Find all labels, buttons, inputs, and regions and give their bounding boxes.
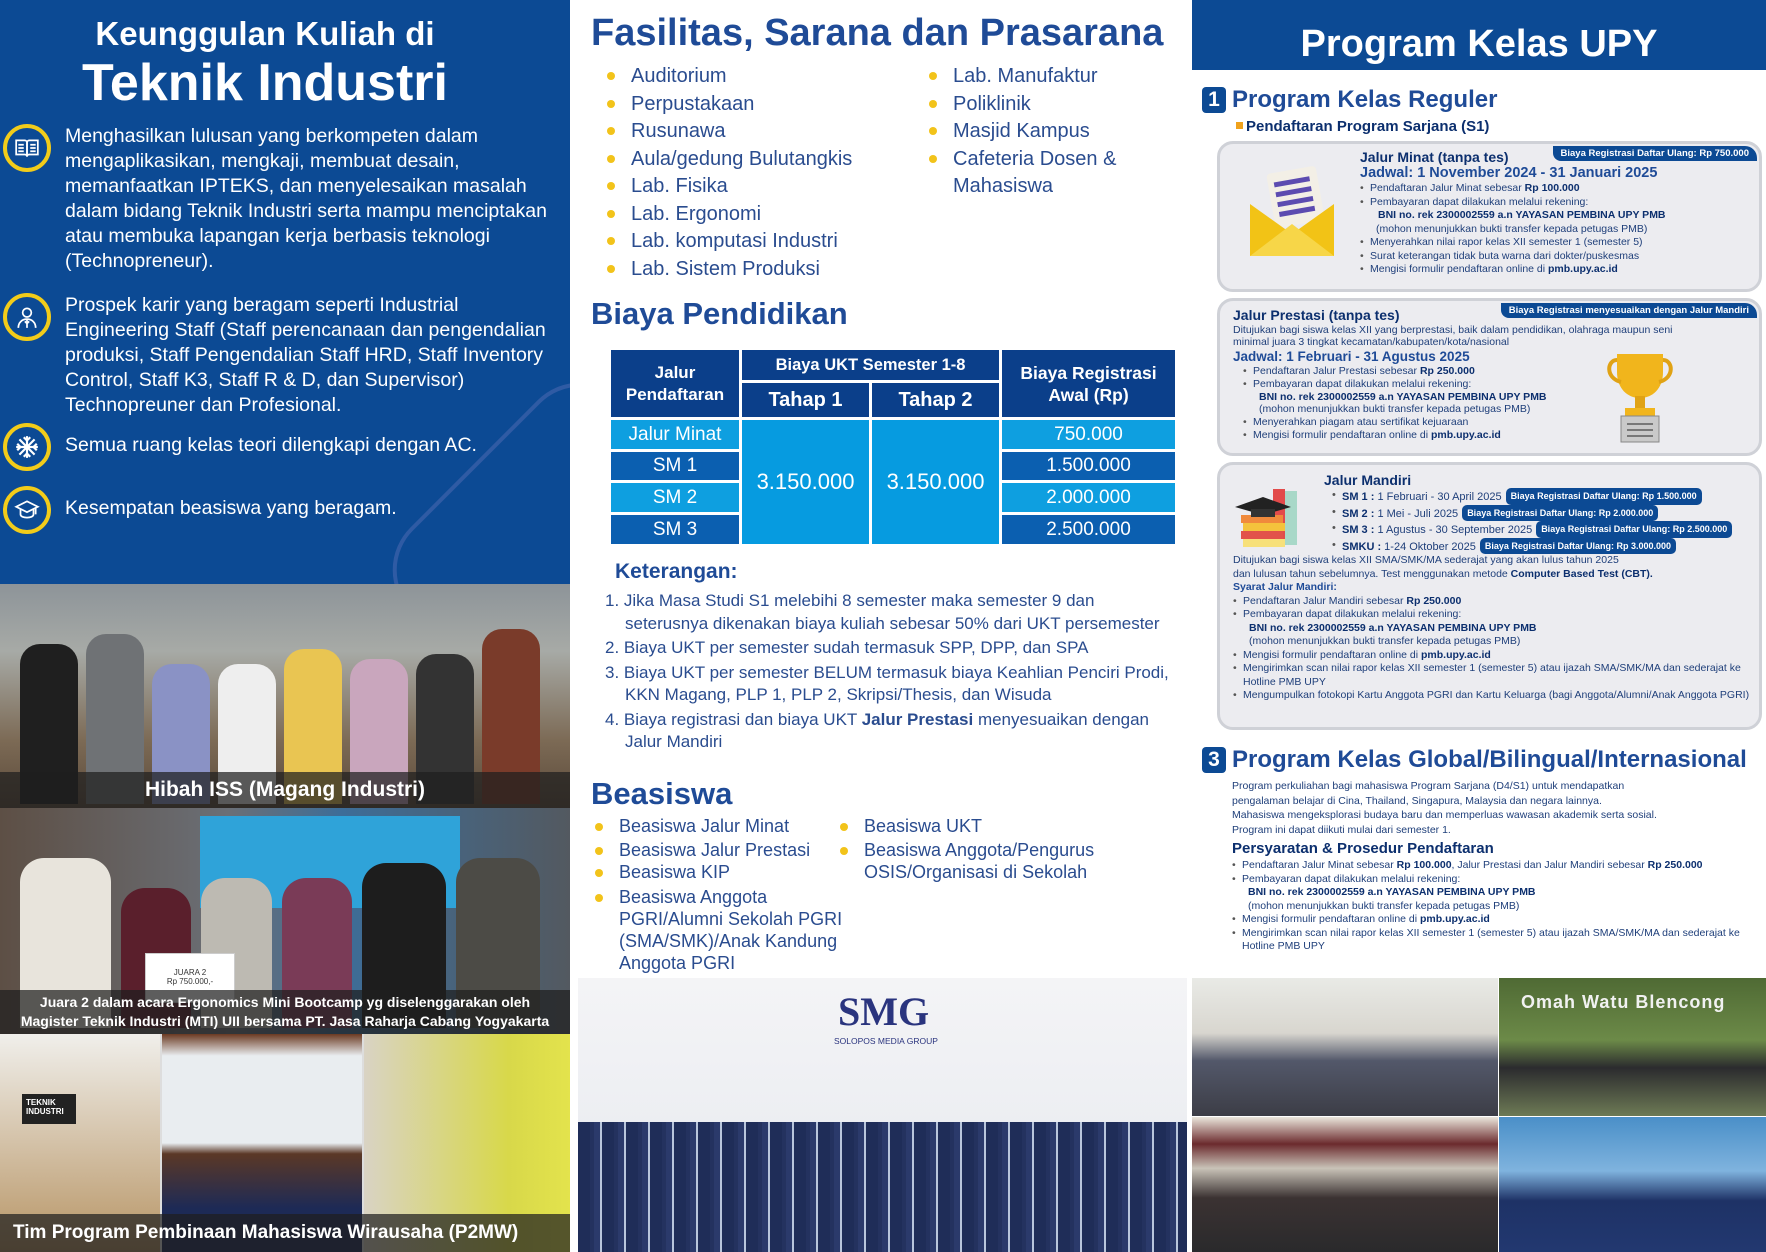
section-3-heading bbox=[1202, 746, 1747, 774]
facility-item: Perpustakaan bbox=[605, 91, 905, 119]
scholarship-list-1 bbox=[593, 815, 848, 974]
feature-text: Prospek karir yang beragam seperti Industrial Engineering Staff (Staff perencanaan dan pengendalian produksi, Staff Pengendalian Staff HRD, Staff Inventory Control, Staff K3, Staff R & D, dan Supervisor) Technopreuner dan Profesional. bbox=[65, 294, 546, 416]
card-jalur-prestasi bbox=[1217, 298, 1762, 456]
section-number: 3 bbox=[1202, 747, 1226, 773]
req-item: • Mengisi formulir pendaftaran online di pmb.upy.ac.id bbox=[1360, 263, 1755, 277]
photo-caption: Hibah ISS (Magang Industri) bbox=[0, 772, 570, 808]
cell-registrasi: 750.000 bbox=[1002, 420, 1175, 449]
global-requirements bbox=[1232, 859, 1762, 954]
certificate-title: JUARA 2 bbox=[173, 968, 207, 977]
scholarship-item: Beasiswa KIP bbox=[593, 861, 848, 883]
facility-item: Aula/gedung Bulutangkis bbox=[605, 146, 905, 174]
envelope-icon bbox=[1242, 164, 1342, 264]
cell-registrasi: 1.500.000 bbox=[1002, 452, 1175, 480]
minat-requirements bbox=[1360, 182, 1755, 277]
wave-badge: Biaya Registrasi Daftar Ulang: Rp 3.000.000 bbox=[1480, 538, 1676, 555]
scholarship-item: Beasiswa Anggota PGRI/Alumni Sekolah PGRI (SMA/SMK)/Anak Kandung Anggota PGRI bbox=[593, 886, 848, 974]
cell-jalur: SM 3 bbox=[611, 515, 739, 544]
req-item: • Mengisi formulir pendaftaran online di pmb.upy.ac.id bbox=[1232, 913, 1762, 927]
middle-panel bbox=[575, 0, 1190, 1252]
mandiri-title: Jalur Mandiri bbox=[1324, 472, 1412, 488]
req-item: • Mengirimkan scan nilai rapor kelas XII semester 1 (semester 5) atau ijazah SMA/SMK/MA dan sederajat ke Hotline PMB UPY bbox=[1233, 662, 1758, 689]
square-bullet-icon bbox=[1236, 122, 1243, 129]
feature-text: Kesempatan beasiswa yang beragam. bbox=[65, 497, 397, 519]
req-item: • Mengumpulkan fotokopi Kartu Anggota PGRI dan Kartu Keluarga (bagi Anggota/Alumni/Anak Anggota PGRI) bbox=[1233, 689, 1758, 703]
section-title: Program Kelas Global/Bilingual/Internasional bbox=[1232, 746, 1747, 773]
photo-p2mw bbox=[0, 1034, 570, 1252]
prestasi-content bbox=[1233, 307, 1753, 442]
cell-registrasi: 2.000.000 bbox=[1002, 483, 1175, 512]
sign-text: Omah Watu Blencong bbox=[1521, 992, 1726, 1012]
caption-line2: Magister Teknik Industri (MTI) UII bersama PT. Jasa Raharja Cabang Yogyakarta bbox=[20, 1013, 550, 1029]
scholarship-item: Beasiswa Jalur Prestasi bbox=[593, 839, 848, 861]
photo-internship bbox=[0, 584, 570, 808]
section-title: Program Kelas Reguler bbox=[1232, 86, 1498, 113]
feature-text: Semua ruang kelas teori dilengkapi dengan AC. bbox=[65, 434, 477, 456]
global-desc: Program ini dapat diikuti mulai dari semester 1. bbox=[1232, 823, 1451, 836]
facility-item: Lab. komputasi Industri bbox=[605, 228, 905, 256]
facility-item: Lab. Ergonomi bbox=[605, 201, 905, 229]
mandiri-desc1: Ditujukan bagi siswa kelas XII SMA/SMK/MA sederajat yang akan lulus tahun 2025 bbox=[1233, 554, 1619, 566]
scholarship-item: Beasiswa Jalur Minat bbox=[593, 815, 848, 837]
req-item: • Pendaftaran Jalur Minat sebesar Rp 100.000 bbox=[1360, 182, 1755, 196]
notes-title: Keterangan: bbox=[615, 560, 738, 583]
req-item: • Mengisi formulir pendaftaran online di pmb.upy.ac.id bbox=[1233, 649, 1758, 663]
wave-item: • SM 2 : 1 Mei - Juli 2025 Biaya Registrasi Daftar Ulang: Rp 2.000.000 bbox=[1332, 505, 1764, 522]
facility-item: Rusunawa bbox=[605, 118, 905, 146]
photo-group-people bbox=[578, 1122, 1187, 1252]
header-registrasi: Biaya Registrasi Awal (Rp) bbox=[1002, 350, 1175, 417]
cell-registrasi: 2.500.000 bbox=[1002, 515, 1175, 544]
program-banner: Program Kelas UPY bbox=[1192, 0, 1766, 70]
banner-text: TEKNIK INDUSTRI bbox=[22, 1094, 76, 1124]
feature-item bbox=[0, 124, 560, 274]
req-item: • Menyerahkan nilai rapor kelas XII semester 1 (semester 5) bbox=[1360, 236, 1755, 250]
cell-jalur: SM 2 bbox=[611, 483, 739, 512]
section-1-heading bbox=[1202, 86, 1497, 114]
note-bold: Jalur Prestasi bbox=[861, 709, 974, 729]
mandiri-wave-list bbox=[1332, 488, 1764, 554]
req-item: • Mengisi formulir pendaftaran online di pmb.upy.ac.id bbox=[1243, 429, 1753, 442]
caption-line1: Juara 2 dalam acara Ergonomics Mini Bootcamp yg diselenggarakan oleh bbox=[39, 994, 531, 1010]
note-item: 3. Biaya UKT per semester BELUM termasuk biaya Keahlian Penciri Prodi, KKN Magang, PLP 1, PLP 2, Skripsi/Thesis, dan Wisuda bbox=[605, 662, 1169, 704]
minat-title: Jalur Minat (tanpa tes) bbox=[1360, 149, 1509, 165]
global-content bbox=[1232, 779, 1762, 954]
mandiri-desc2: dan lulusan tahun sebelumnya. Test menggunakan metode Computer Based Test (CBT). bbox=[1233, 567, 1653, 580]
note-item: 1. Jika Masa Studi S1 melebihi 8 semester maka semester 9 dan seterusnya dikenakan biaya kuliah sebesar 50% dari UKT persemester bbox=[605, 591, 1160, 633]
mandiri-requirements bbox=[1233, 595, 1758, 703]
card-jalur-mandiri bbox=[1217, 462, 1762, 730]
notes-list bbox=[605, 590, 1180, 756]
table-row bbox=[611, 420, 1175, 449]
mandiri-req-title: Syarat Jalur Mandiri: bbox=[1233, 581, 1337, 593]
left-header bbox=[0, 14, 530, 112]
cell-jalur: Jalur Minat bbox=[611, 420, 739, 449]
global-desc: Mahasiswa mengeksplorasi budaya baru dan memperluas wawasan akademik serta sosial. bbox=[1232, 809, 1657, 821]
fees-title: Biaya Pendidikan bbox=[591, 296, 848, 331]
header-jalur: Jalur Pendaftaran bbox=[611, 350, 739, 417]
prestasi-desc: Ditujukan bagi siswa kelas XII yang berprestasi, baik dalam pendidikan, olahraga maupun seni minimal juara 3 tingkat kecamatan/kabupaten/kota/nasional bbox=[1233, 324, 1673, 348]
minat-schedule: Jadwal: 1 November 2024 - 31 Januari 2025 bbox=[1360, 165, 1658, 181]
facility-item: Auditorium bbox=[605, 63, 905, 91]
prestasi-title: Jalur Prestasi (tanpa tes) bbox=[1233, 307, 1400, 323]
facility-item: Lab. Fisika bbox=[605, 173, 905, 201]
photo-building bbox=[1499, 1117, 1766, 1252]
feature-item bbox=[0, 293, 560, 418]
minat-content bbox=[1360, 150, 1755, 277]
req-item: • Pembayaran dapat dilakukan melalui rekening: BNI no. rek 2300002559 a.n YAYASAN PEMBINA UPY PMB (mohon menunjukkan bukti transfer kepada petugas PMB) bbox=[1233, 608, 1758, 649]
req-item: • Mengirimkan scan nilai rapor kelas XII semester 1 (semester 5) atau ijazah SMA/SMK/MA dan sederajat ke Hotline PMB UPY bbox=[1232, 927, 1762, 954]
right-panel bbox=[1192, 0, 1766, 1252]
photo-caption bbox=[0, 990, 570, 1034]
photo-ergonomics-award bbox=[0, 808, 570, 1034]
header-tahap1: Tahap 1 bbox=[742, 383, 869, 417]
global-req-title: Persyaratan & Prosedur Pendaftaran bbox=[1232, 840, 1494, 857]
prestasi-schedule: Jadwal: 1 Februari - 31 Agustus 2025 bbox=[1233, 349, 1470, 364]
wave-badge: Biaya Registrasi Daftar Ulang: Rp 2.000.000 bbox=[1462, 505, 1658, 522]
wave-item: • SMKU : 1-24 Oktober 2025 Biaya Registrasi Daftar Ulang: Rp 3.000.000 bbox=[1332, 538, 1764, 555]
feature-text: Menghasilkan lulusan yang berkompeten dalam mengaplikasikan, mengkaji, membuat desain, memanfaatkan IPTEKS, dan menyelesaikan masalah dalam bidang Teknik Industri serta mampu menciptakan atau membuka lapangan kerja berbasis teknologi (Technopreneur). bbox=[65, 125, 547, 272]
feature-item bbox=[0, 423, 560, 471]
scholarship-item: Beasiswa Anggota/Pengurus OSIS/Organisasi di Sekolah bbox=[838, 839, 1138, 883]
header-ukt: Biaya UKT Semester 1-8 bbox=[742, 350, 999, 380]
req-item: • Pendaftaran Jalur Prestasi sebesar Rp 250.000 bbox=[1243, 365, 1753, 378]
card-jalur-minat bbox=[1217, 141, 1762, 292]
book-icon bbox=[3, 124, 51, 172]
facilities-title: Fasilitas, Sarana dan Prasarana bbox=[591, 12, 1164, 54]
photo-auditorium bbox=[1192, 1117, 1498, 1252]
global-desc: Program perkuliahan bagi mahasiswa Program Sarjana (D4/S1) untuk mendapatkan bbox=[1232, 780, 1625, 792]
wave-item: • SM 1 : 1 Februari - 30 April 2025 Biaya Registrasi Daftar Ulang: Rp 1.500.000 bbox=[1332, 488, 1764, 505]
photo-outdoor bbox=[1499, 978, 1766, 1116]
facility-item: Cafeteria Dosen & Mahasiswa bbox=[927, 146, 1127, 201]
scholarship-title: Beasiswa bbox=[591, 776, 733, 811]
req-item: • Pembayaran dapat dilakukan melalui rekening: BNI no. rek 2300002559 a.n YAYASAN PEMBINA UPY PMB (mohon menunjukkan bukti transfer kepada petugas PMB) bbox=[1243, 378, 1753, 416]
note-text: menyesuaikan dengan Jalur Mandiri bbox=[625, 709, 1150, 751]
photo-smg-visit bbox=[578, 978, 1187, 1252]
mandiri-details bbox=[1233, 554, 1758, 703]
registration-badge: Biaya Registrasi menyesuaikan dengan Jalur Mandiri bbox=[1501, 303, 1757, 318]
section-1-subtitle bbox=[1236, 118, 1489, 135]
graduation-cap-icon bbox=[3, 486, 51, 534]
req-item: • Pendaftaran Jalur Minat sebesar Rp 100.000, Jalur Prestasi dan Jalur Mandiri sebesar Rp 250.000 bbox=[1232, 859, 1762, 873]
feature-item bbox=[0, 486, 560, 534]
req-item: • Pembayaran dapat dilakukan melalui rekening: BNI no. rek 2300002559 a.n YAYASAN PEMBINA UPY PMB (mohon menunjukkan bukti transfer kepada petugas PMB) bbox=[1232, 873, 1762, 914]
books-graduation-icon bbox=[1233, 485, 1313, 549]
left-title-line1: Keunggulan Kuliah di bbox=[95, 15, 435, 52]
req-item: • Surat keterangan tidak buta warna dari dokter/puskesmas bbox=[1360, 250, 1755, 264]
scholarship-item: Beasiswa UKT bbox=[838, 815, 1138, 837]
smg-logo-sub: SOLOPOS MEDIA GROUP bbox=[834, 1036, 938, 1046]
facilities-list-1 bbox=[605, 63, 905, 283]
registration-badge: Biaya Registrasi Daftar Ulang: Rp 750.000 bbox=[1553, 146, 1758, 161]
left-title-line2: Teknik Industri bbox=[82, 54, 448, 112]
header-tahap2: Tahap 2 bbox=[872, 383, 999, 417]
facilities-list-2 bbox=[927, 63, 1127, 201]
req-item: • Menyerahkan piagam atau sertifikat kejuaraan bbox=[1243, 416, 1753, 429]
facility-item: Lab. Manufaktur bbox=[927, 63, 1127, 91]
global-desc: pengalaman belajar di Cina, Thailand, Singapura, Malaysia dan negara lainnya. bbox=[1232, 794, 1602, 807]
prestasi-requirements bbox=[1243, 365, 1753, 442]
fee-table bbox=[608, 347, 1178, 547]
facility-item: Lab. Sistem Produksi bbox=[605, 256, 905, 284]
section-number: 1 bbox=[1202, 87, 1226, 113]
note-text: 4. Biaya registrasi dan biaya UKT bbox=[605, 709, 862, 729]
wave-item: • SM 3 : 1 Agustus - 30 September 2025 Biaya Registrasi Daftar Ulang: Rp 2.500.000 bbox=[1332, 521, 1764, 538]
subtitle-text: Pendaftaran Program Sarjana (S1) bbox=[1246, 118, 1490, 135]
photo-caption: Tim Program Pembinaan Mahasiswa Wirausaha (P2MW) bbox=[0, 1214, 570, 1252]
scholarship-list-2 bbox=[838, 815, 1138, 883]
note-item: 2. Biaya UKT per semester sudah termasuk SPP, DPP, dan SPA bbox=[605, 638, 1089, 657]
cell-ukt-tahap2: 3.150.000 bbox=[872, 420, 999, 544]
wave-badge: Biaya Registrasi Daftar Ulang: Rp 2.500.000 bbox=[1536, 521, 1732, 538]
note-item bbox=[605, 709, 1180, 754]
wave-badge: Biaya Registrasi Daftar Ulang: Rp 1.500.000 bbox=[1506, 488, 1702, 505]
photo-classroom bbox=[1192, 978, 1498, 1116]
facility-item: Masjid Kampus bbox=[927, 118, 1127, 146]
smg-logo: SMG bbox=[838, 989, 930, 1034]
snowflake-icon bbox=[3, 423, 51, 471]
cell-ukt-tahap1: 3.150.000 bbox=[742, 420, 869, 544]
cell-jalur: SM 1 bbox=[611, 452, 739, 480]
req-item: • Pembayaran dapat dilakukan melalui rekening: BNI no. rek 2300002559 a.n YAYASAN PEMBINA UPY PMB (mohon menunjukkan bukti transfer kepada petugas PMB) bbox=[1360, 196, 1755, 237]
mandiri-waves bbox=[1324, 473, 1764, 554]
person-icon bbox=[3, 293, 51, 341]
certificate-amount: Rp 750.000,- bbox=[166, 977, 214, 986]
facility-item: Poliklinik bbox=[927, 91, 1127, 119]
left-panel bbox=[0, 0, 570, 1252]
trophy-icon bbox=[1605, 346, 1675, 446]
req-item: • Pendaftaran Jalur Mandiri sebesar Rp 250.000 bbox=[1233, 595, 1758, 609]
